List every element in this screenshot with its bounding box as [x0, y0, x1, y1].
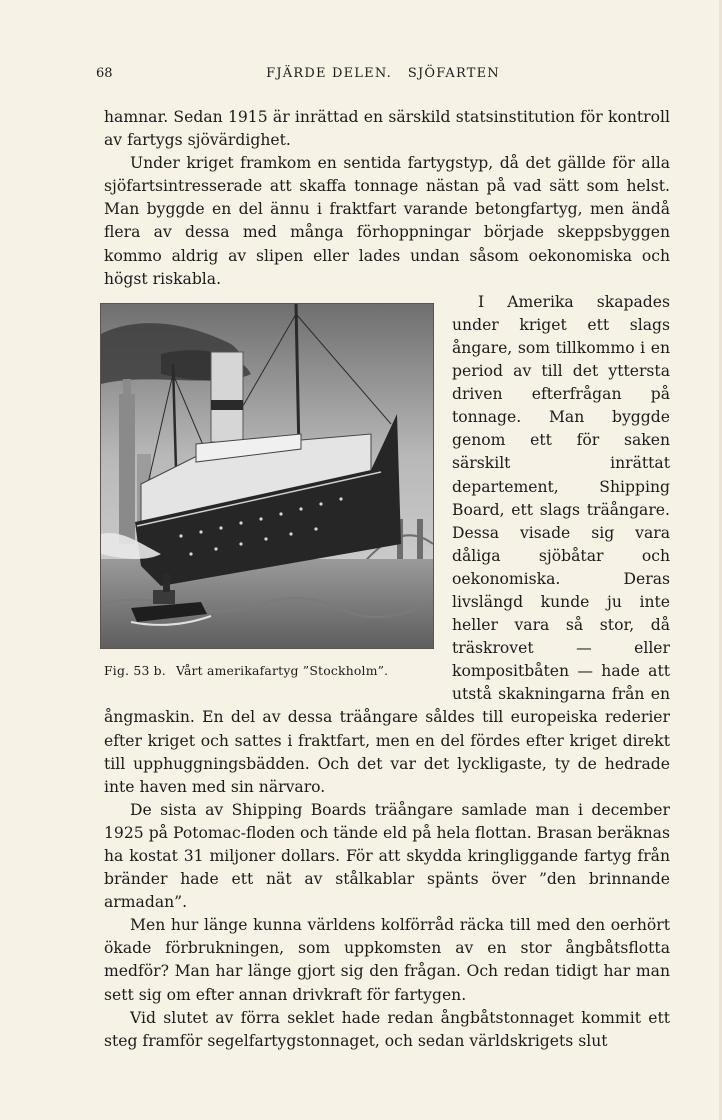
page-number: 68 — [96, 66, 113, 81]
figure-caption-text: Vårt amerikafartyg ”Stockholm”. — [175, 662, 389, 678]
running-title: FJÄRDE DELEN. SJÖFARTEN — [266, 66, 500, 81]
ship-figure — [100, 303, 434, 685]
ship-photograph — [100, 303, 434, 649]
figure-label: Fig. 53 b. — [104, 662, 166, 678]
paragraph-4: De sista av Shipping Boards träångare samlade man i december 1925 på Potomac-floden och tände eld på hela flottan. Brasan beräknas ha kostat 31 miljoner dollars. För att skydda kringliggande fartyg från bränder hade ett nät av stålkablar spänts över ”den brinnande armadan”. — [104, 800, 670, 912]
paragraph-6: Vid slutet av förra seklet hade redan ångbåtstonnaget kommit ett steg framför segelfartygstonnaget, och sedan världskrigets slut — [104, 1008, 670, 1050]
figure-caption — [104, 659, 438, 682]
paragraph-5: Men hur länge kunna världens kolförråd räcka till med den oerhört ökade förbrukningen, som uppkomsten av en stor ångbåtsflotta medför? Man har länge gjort sig den frågan. Och redan tidigt har man sett sig om efter annan drivkraft för fartygen. — [104, 916, 670, 1004]
paragraph-1: hamnar. Sedan 1915 är inrättad en särskild statsinstitution för kontroll av fartygs sjövärdighet. — [104, 108, 670, 150]
page-header — [96, 66, 670, 88]
paragraph-2: Under kriget framkom en sentida fartygstyp, då det gällde för alla sjöfartsintresserade att skaffa tonnage nästan på vad sätt som helst. Man byggde en del ännu i fraktfart varande betongfartyg, men ändå flera av dessa med många förhoppningar började skeppsbyggen kommo aldrig av slipen eller lades undan såsom oekonomiska och högst riskabla. — [104, 154, 670, 288]
paragraph-3: I Amerika skapades under kriget ett slags ångare, som tillkommo i en period av till det yttersta driven efterfrågan på tonnage. Man byggde genom ett för saken särskilt inrättat departement, Shipping Board, ett slags träångare. Dessa visade sig vara dåliga sjöbåtar och oekonomiska. Deras livslängd kunde ju inte heller vara så stor, då träskrovet — eller kompositbåten — hade att utstå skakningarna från en ångmaskin. En del av dessa träångare såldes till europeiska rederier efter kriget och sattes i fraktfart, men en del fördes efter kriget direkt till upphuggningsbädden. Och det var det lyckligaste, ty de hedrade inte haven med sin närvaro. — [104, 292, 670, 796]
body-text — [104, 106, 670, 1053]
